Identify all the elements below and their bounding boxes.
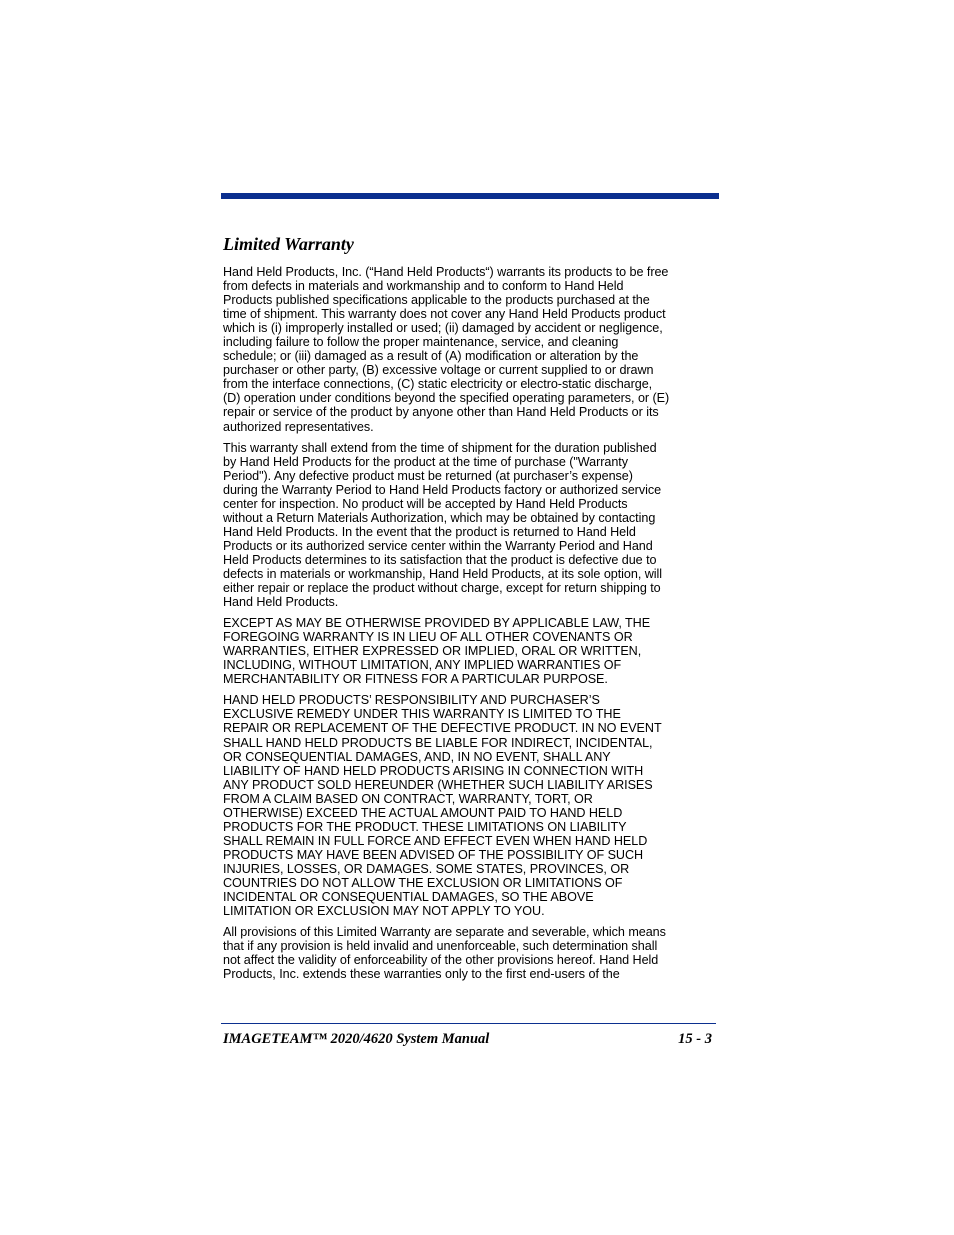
paragraph-warranty-period: This warranty shall extend from the time of shipment for the duration published by Hand Held Products for the product at the time of purchase ("Warranty Period"). Any defective product must be returned (at purchaser’s expense) during the Warranty Period to Hand Held Products factory or authorized service center for inspection. No product will be accepted by Hand Held Products without a Return Materials Authorization, which may be obtained by contacting Hand Held Products. In the event that the product is returned to Hand Held Products or its authorized service center within the Warranty Period and Hand Held Products determines to its satisfaction that the product is defective due to defects in materials or workmanship, Hand Held Products, at its sole option, will either repair or replace the product without charge, except for return shipping to Hand Held Products. [223,440,663,610]
footer-rule [221,1023,716,1024]
warranty-body [223,265,715,988]
paragraph-warranty-scope: Hand Held Products, Inc. (“Hand Held Products“) warrants its products to be free from defects in materials and workmanship and to conform to Hand Held Products published specifications applicable to the products purchased at the time of shipment. This warranty does not cover any Hand Held Products product which is (i) improperly installed or used; (ii) damaged by accident or negligence, including failure to follow the proper maintenance, service, and cleaning schedule; or (iii) damaged as a result of (A) modification or alteration by the purchaser or other party, (B) excessive voltage or current supplied to or drawn from the interface connections, (C) static electricity or electro-static discharge, (D) operation under conditions beyond the specified operating parameters, or (E) repair or service of the product by anyone other than Hand Held Products or its authorized representatives. [223,265,670,434]
paragraph-disclaimer: EXCEPT AS MAY BE OTHERWISE PROVIDED BY APPLICABLE LAW, THE FOREGOING WARRANTY IS IN LIEU OF ALL OTHER COVENANTS OR WARRANTIES, EITHER EXPRESSED OR IMPLIED, ORAL OR WRITTEN, INCLUDING, WITHOUT LIMITATION, ANY IMPLIED WARRANTIES OF MERCHANTABILITY OR FITNESS FOR A PARTICULAR PURPOSE. [223,616,651,687]
paragraph-limitation: HAND HELD PRODUCTS’ RESPONSIBILITY AND PURCHASER’S EXCLUSIVE REMEDY UNDER THIS WARRANTY IS LIMITED TO THE REPAIR OR REPLACEMENT OF THE DEFECTIVE PRODUCT. IN NO EVENT SHALL HAND HELD PRODUCTS BE LIABLE FOR INDIRECT, INCIDENTAL, OR CONSEQUENTIAL DAMAGES, AND, IN NO EVENT, SHALL ANY LIABILITY OF HAND HELD PRODUCTS ARISING IN CONNECTION WITH ANY PRODUCT SOLD HEREUNDER (WHETHER SUCH LIABILITY ARISES FROM A CLAIM BASED ON CONTRACT, WARRANTY, TORT, OR OTHERWISE) EXCEED THE ACTUAL AMOUNT PAID TO HAND HELD PRODUCTS FOR THE PRODUCT. THESE LIMITATIONS ON LIABILITY SHALL REMAIN IN FULL FORCE AND EFFECT EVEN WHEN HAND HELD PRODUCTS MAY HAVE BEEN ADVISED OF THE POSSIBILITY OF SUCH INJURIES, LOSSES, OR DAMAGES. SOME STATES, PROVINCES, OR COUNTRIES DO NOT ALLOW THE EXCLUSION OR LIMITATIONS OF INCIDENTAL OR CONSEQUENTIAL DAMAGES, SO THE ABOVE LIMITATION OR EXCLUSION MAY NOT APPLY TO YOU. [223,693,662,919]
page-footer [223,1029,712,1049]
section-title: Limited Warranty [223,234,354,254]
page-number: 15 - 3 [678,1031,712,1047]
paragraph-severability: All provisions of this Limited Warranty are separate and severable, which means that if any provision is held invalid and unenforceable, such determination shall not affect the validity of enforceability of the other provisions hereof. Hand Held Products, Inc. extends these warranties only to the first end-users of the [223,925,666,982]
manual-title: IMAGETEAM™ 2020/4620 System Manual [223,1031,490,1047]
header-rule [221,193,719,199]
